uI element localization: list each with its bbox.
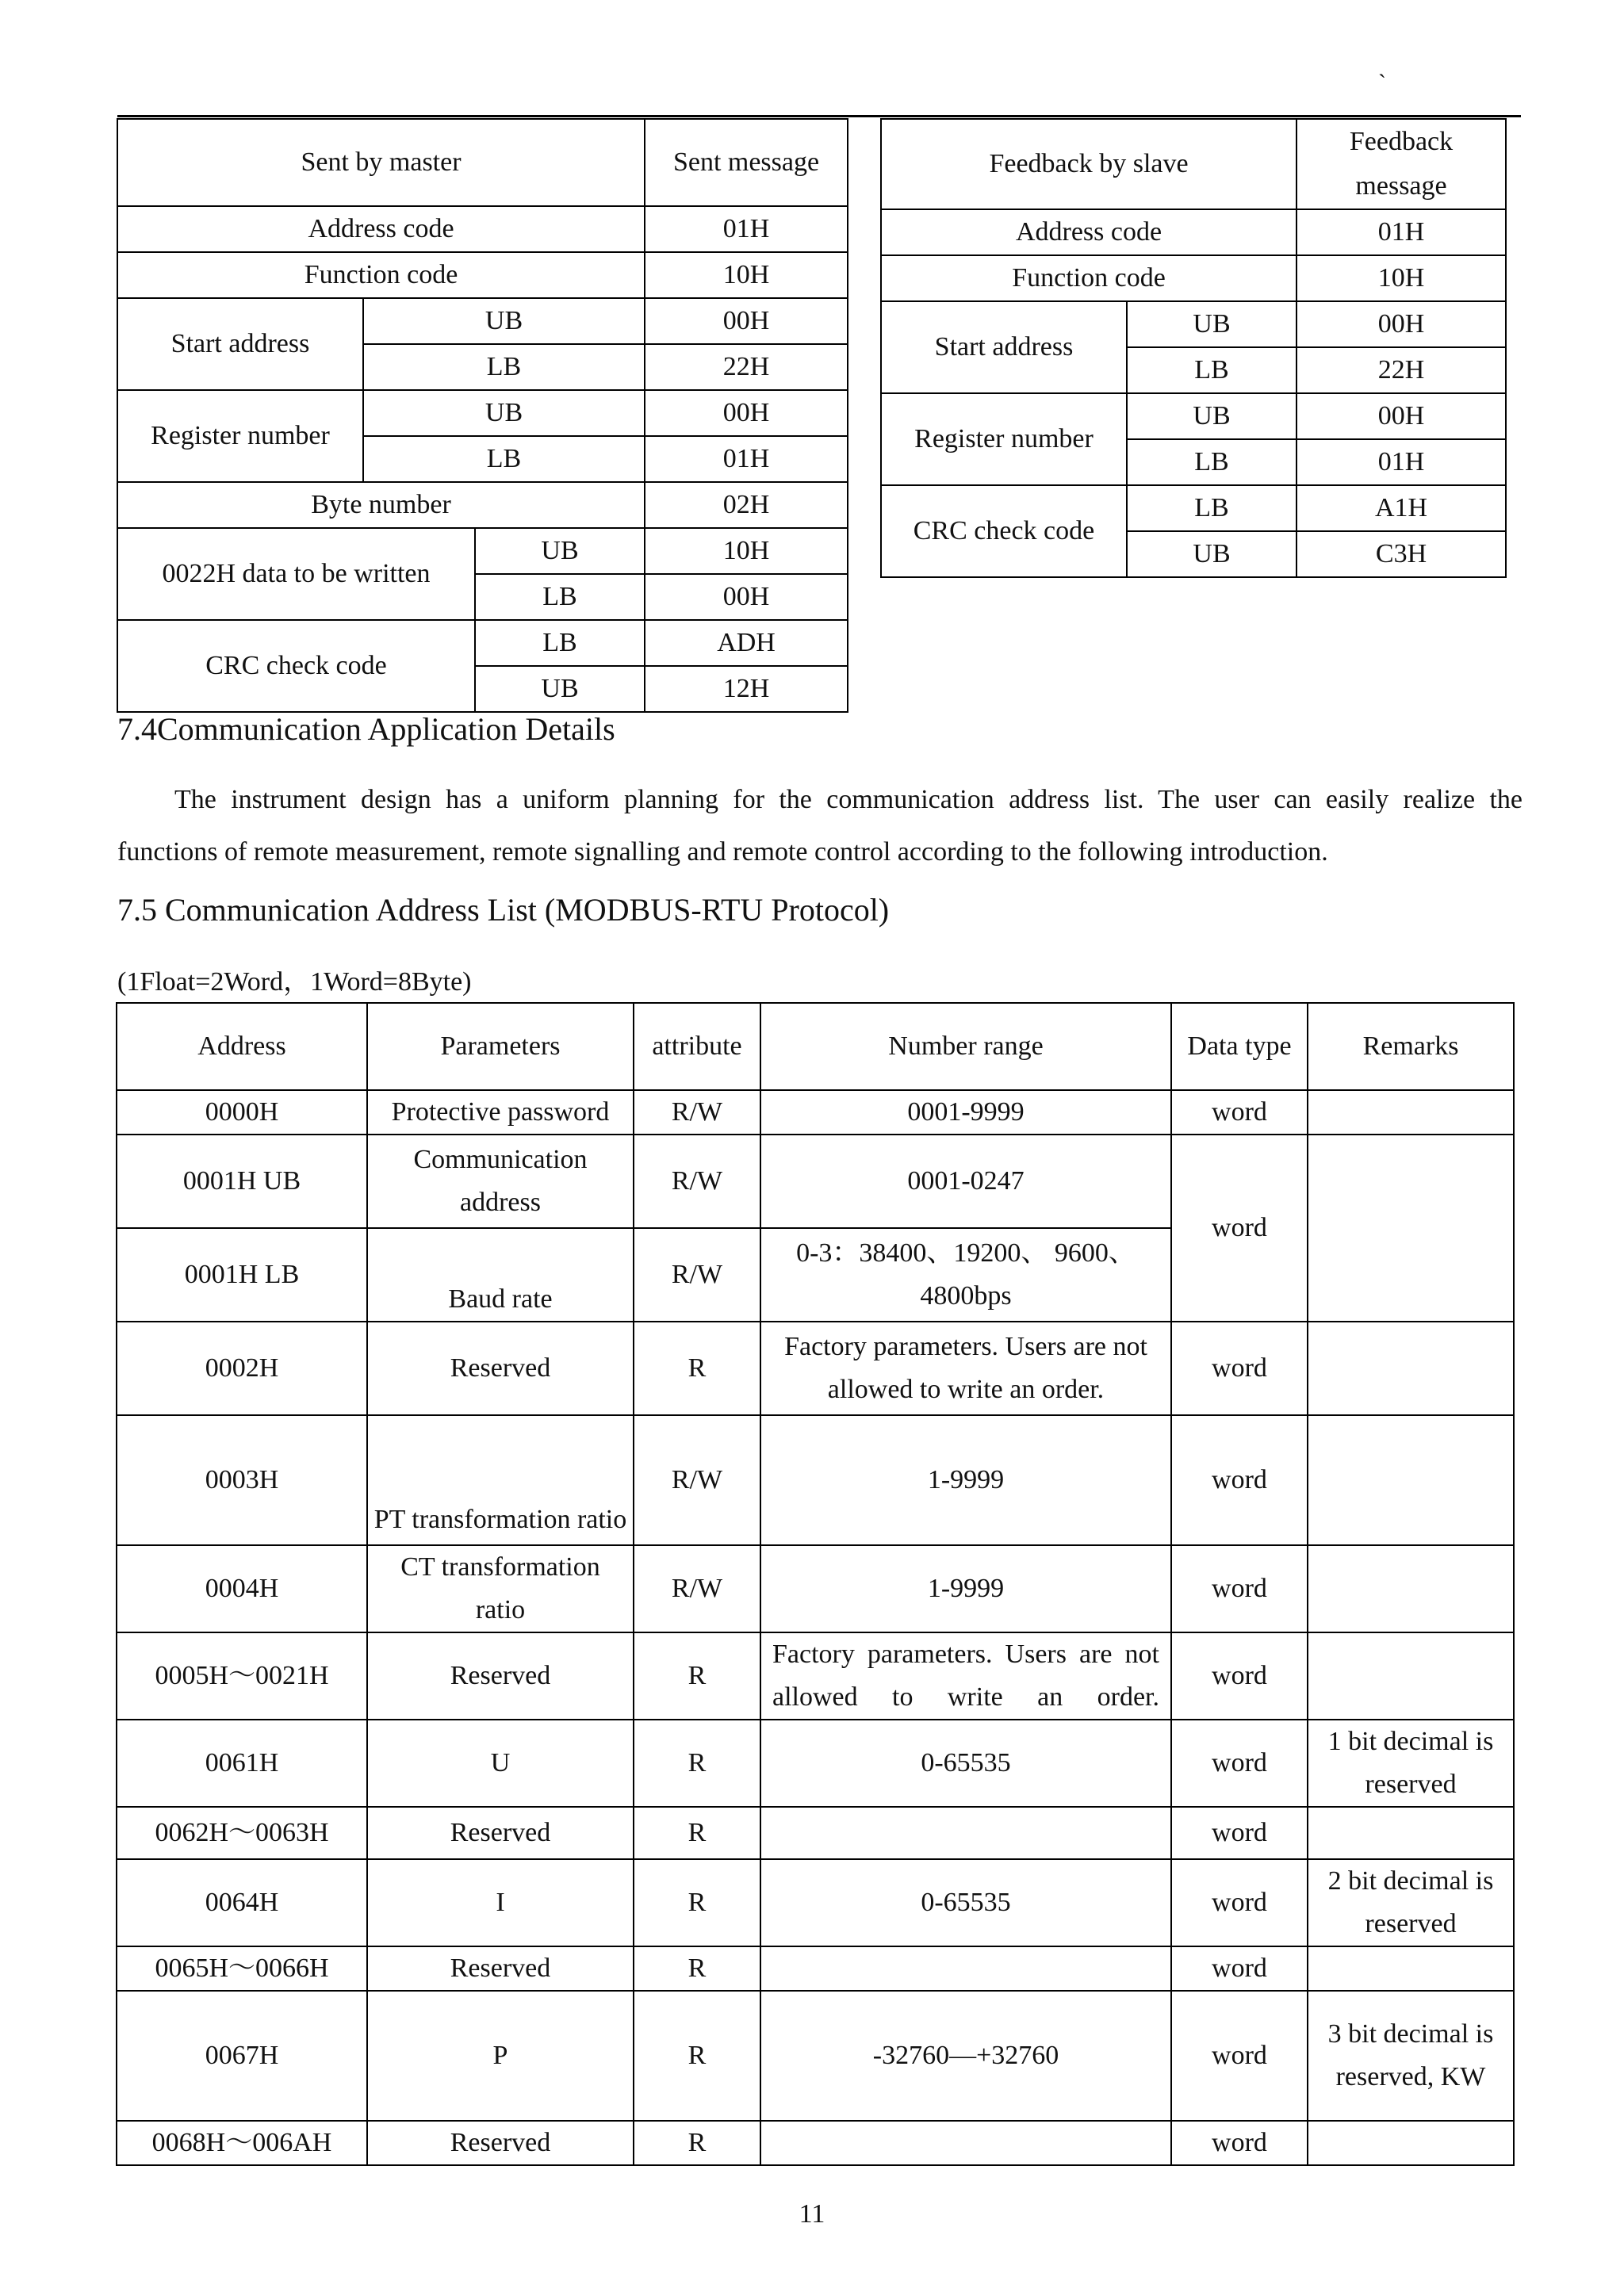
address-list-table xyxy=(116,1002,1515,2166)
cell-address: 0065H～0066H xyxy=(117,1946,367,1991)
cell-parameters: Reserved xyxy=(367,2121,634,2165)
slave-start-address-lb: LB xyxy=(1127,347,1297,393)
header-remarks: Remarks xyxy=(1308,1003,1514,1090)
cell-remarks: 3 bit decimal is reserved, KW xyxy=(1308,1991,1514,2121)
register-number-label: Register number xyxy=(117,390,363,482)
cell-attribute: R/W xyxy=(634,1135,760,1228)
cell-remarks: 2 bit decimal is reserved xyxy=(1308,1859,1514,1946)
slave-start-address-label: Start address xyxy=(881,301,1127,393)
master-request-table xyxy=(117,118,848,713)
cell-attribute: R xyxy=(634,2121,760,2165)
master-crc-label: CRC check code xyxy=(117,620,475,712)
table-row xyxy=(117,1322,1514,1415)
cell-address: 0000H xyxy=(117,1090,367,1135)
cell-parameters: Reserved xyxy=(367,1632,634,1720)
cell-attribute: R xyxy=(634,1991,760,2121)
cell-remarks xyxy=(1308,1135,1514,1322)
header-attribute: attribute xyxy=(634,1003,760,1090)
address-code-label: Address code xyxy=(117,206,645,252)
cell-range: Factory parameters. Users are not allowed to write an order. xyxy=(760,1322,1171,1415)
cell-data-type: word xyxy=(1171,1322,1308,1415)
page-number: 11 xyxy=(799,2199,825,2229)
cell-data-type: word xyxy=(1171,1946,1308,1991)
cell-range: 1-9999 xyxy=(760,1415,1171,1545)
register-number-lb: LB xyxy=(363,436,645,482)
start-address-label: Start address xyxy=(117,298,363,390)
header-parameters: Parameters xyxy=(367,1003,634,1090)
cell-range: 0-3：38400、19200、 9600、4800bps xyxy=(760,1228,1171,1322)
header-data-type: Data type xyxy=(1171,1003,1308,1090)
cell-remarks xyxy=(1308,1545,1514,1632)
cell-data-type: word xyxy=(1171,1991,1308,2121)
cell-attribute: R xyxy=(634,1946,760,1991)
cell-range xyxy=(760,1807,1171,1859)
table-row xyxy=(117,2121,1514,2165)
function-code-label: Function code xyxy=(117,252,645,298)
cell-data-type: word xyxy=(1171,2121,1308,2165)
cell-attribute: R/W xyxy=(634,1545,760,1632)
register-number-ub: UB xyxy=(363,390,645,436)
master-crc-lb: LB xyxy=(475,620,645,666)
cell-data-type: word xyxy=(1171,1720,1308,1807)
connector-line-left xyxy=(847,118,848,516)
slave-register-number-ub-value: 00H xyxy=(1297,393,1506,439)
table-row xyxy=(117,1807,1514,1859)
cell-remarks xyxy=(1308,2121,1514,2165)
cell-parameters: Reserved xyxy=(367,1322,634,1415)
header-feedback-message: Feedback message xyxy=(1297,119,1506,209)
cell-attribute: R/W xyxy=(634,1415,760,1545)
slave-crc-lb-value: A1H xyxy=(1297,485,1506,531)
data-written-lb: LB xyxy=(475,574,645,620)
cell-parameters: Reserved xyxy=(367,1946,634,1991)
cell-address: 0002H xyxy=(117,1322,367,1415)
cell-parameters: CT transformation ratio xyxy=(367,1545,634,1632)
table-row xyxy=(117,1090,1514,1135)
function-code-value: 10H xyxy=(645,252,848,298)
cell-range xyxy=(760,2121,1171,2165)
table-row xyxy=(117,1135,1514,1228)
slave-register-number-label: Register number xyxy=(881,393,1127,485)
table-row xyxy=(117,1720,1514,1807)
corner-mark: ` xyxy=(1378,70,1386,96)
cell-range xyxy=(760,1946,1171,1991)
cell-remarks xyxy=(1308,1807,1514,1859)
table-row xyxy=(117,1545,1514,1632)
start-address-lb-value: 22H xyxy=(645,344,848,390)
cell-range: 1-9999 xyxy=(760,1545,1171,1632)
cell-address: 0068H～006AH xyxy=(117,2121,367,2165)
cell-address: 0001H LB xyxy=(117,1228,367,1322)
cell-remarks xyxy=(1308,1415,1514,1545)
address-code-value: 01H xyxy=(645,206,848,252)
cell-attribute: R/W xyxy=(634,1228,760,1322)
data-written-lb-value: 00H xyxy=(645,574,848,620)
byte-number-label: Byte number xyxy=(117,482,645,528)
slave-register-number-lb-value: 01H xyxy=(1297,439,1506,485)
table-row xyxy=(117,1946,1514,1991)
cell-range: 0001-9999 xyxy=(760,1090,1171,1135)
header-number-range: Number range xyxy=(760,1003,1171,1090)
cell-range: 0-65535 xyxy=(760,1720,1171,1807)
cell-address: 0001H UB xyxy=(117,1135,367,1228)
cell-data-type: word xyxy=(1171,1807,1308,1859)
header-feedback-by-slave: Feedback by slave xyxy=(881,119,1297,209)
start-address-ub: UB xyxy=(363,298,645,344)
cell-attribute: R/W xyxy=(634,1090,760,1135)
section-7-5-title: 7.5 Communication Address List (MODBUS-RTU Protocol) xyxy=(117,892,890,928)
slave-address-code-label: Address code xyxy=(881,209,1297,255)
slave-register-number-lb: LB xyxy=(1127,439,1297,485)
slave-crc-ub: UB xyxy=(1127,531,1297,577)
slave-register-number-ub: UB xyxy=(1127,393,1297,439)
section-7-4-title: 7.4Communication Application Details xyxy=(117,711,615,747)
start-address-lb: LB xyxy=(363,344,645,390)
cell-parameters: I xyxy=(367,1859,634,1946)
register-number-lb-value: 01H xyxy=(645,436,848,482)
table-row xyxy=(117,1632,1514,1720)
paragraph-line-2: functions of remote measurement, remote signalling and remote control according to the following introduction. xyxy=(117,837,1328,867)
slave-crc-lb: LB xyxy=(1127,485,1297,531)
cell-address: 0064H xyxy=(117,1859,367,1946)
cell-parameters: Reserved xyxy=(367,1807,634,1859)
cell-remarks xyxy=(1308,1090,1514,1135)
start-address-ub-value: 00H xyxy=(645,298,848,344)
slave-feedback-table xyxy=(880,118,1507,578)
cell-address: 0005H～0021H xyxy=(117,1632,367,1720)
table-connector xyxy=(847,118,879,516)
slave-function-code-label: Function code xyxy=(881,255,1297,301)
cell-remarks xyxy=(1308,1632,1514,1720)
cell-range: 0001-0247 xyxy=(760,1135,1171,1228)
header-sent-by-master: Sent by master xyxy=(117,119,645,206)
slave-address-code-value: 01H xyxy=(1297,209,1506,255)
cell-data-type: word xyxy=(1171,1632,1308,1720)
table-row xyxy=(117,1991,1514,2121)
header-address: Address xyxy=(117,1003,367,1090)
cell-data-type: word xyxy=(1171,1415,1308,1545)
header-sent-message: Sent message xyxy=(645,119,848,206)
slave-function-code-value: 10H xyxy=(1297,255,1506,301)
slave-crc-ub-value: C3H xyxy=(1297,531,1506,577)
cell-parameters: Baud rate xyxy=(367,1228,634,1322)
data-written-label: 0022H data to be written xyxy=(117,528,475,620)
cell-data-type: word xyxy=(1171,1545,1308,1632)
cell-parameters: P xyxy=(367,1991,634,2121)
slave-start-address-ub-value: 00H xyxy=(1297,301,1506,347)
cell-address: 0061H xyxy=(117,1720,367,1807)
cell-parameters: Protective password xyxy=(367,1090,634,1135)
data-written-ub: UB xyxy=(475,528,645,574)
cell-range: -32760—+32760 xyxy=(760,1991,1171,2121)
register-number-ub-value: 00H xyxy=(645,390,848,436)
cell-data-type: word xyxy=(1171,1859,1308,1946)
master-crc-ub: UB xyxy=(475,666,645,712)
cell-attribute: R xyxy=(634,1807,760,1859)
cell-address: 0003H xyxy=(117,1415,367,1545)
byte-number-value: 02H xyxy=(645,482,848,528)
slave-start-address-lb-value: 22H xyxy=(1297,347,1506,393)
paragraph-line-1: The instrument design has a uniform planning for the communication address list. The user can easily realize the xyxy=(174,785,1522,814)
master-crc-ub-value: 12H xyxy=(645,666,848,712)
cell-attribute: R xyxy=(634,1632,760,1720)
cell-parameters: Communication address xyxy=(367,1135,634,1228)
slave-start-address-ub: UB xyxy=(1127,301,1297,347)
slave-crc-label: CRC check code xyxy=(881,485,1127,577)
section-7-5-note: (1Float=2Word，1Word=8Byte) xyxy=(117,967,472,997)
cell-remarks xyxy=(1308,1946,1514,1991)
cell-attribute: R xyxy=(634,1322,760,1415)
data-written-ub-value: 10H xyxy=(645,528,848,574)
cell-range: 0-65535 xyxy=(760,1859,1171,1946)
table-row xyxy=(117,1415,1514,1545)
cell-data-type: word xyxy=(1171,1135,1308,1322)
cell-address: 0062H～0063H xyxy=(117,1807,367,1859)
cell-range: Factory parameters. Users are not allowed to write an order. xyxy=(760,1632,1171,1720)
cell-remarks xyxy=(1308,1322,1514,1415)
master-crc-lb-value: ADH xyxy=(645,620,848,666)
cell-attribute: R xyxy=(634,1720,760,1807)
table-row xyxy=(117,1859,1514,1946)
section-7-4-paragraph xyxy=(117,774,1522,878)
cell-attribute: R xyxy=(634,1859,760,1946)
cell-remarks: 1 bit decimal is reserved xyxy=(1308,1720,1514,1807)
cell-parameters: U xyxy=(367,1720,634,1807)
cell-address: 0004H xyxy=(117,1545,367,1632)
cell-parameters: PT transformation ratio xyxy=(367,1415,634,1545)
cell-data-type: word xyxy=(1171,1090,1308,1135)
cell-address: 0067H xyxy=(117,1991,367,2121)
header-rule xyxy=(117,115,1521,117)
